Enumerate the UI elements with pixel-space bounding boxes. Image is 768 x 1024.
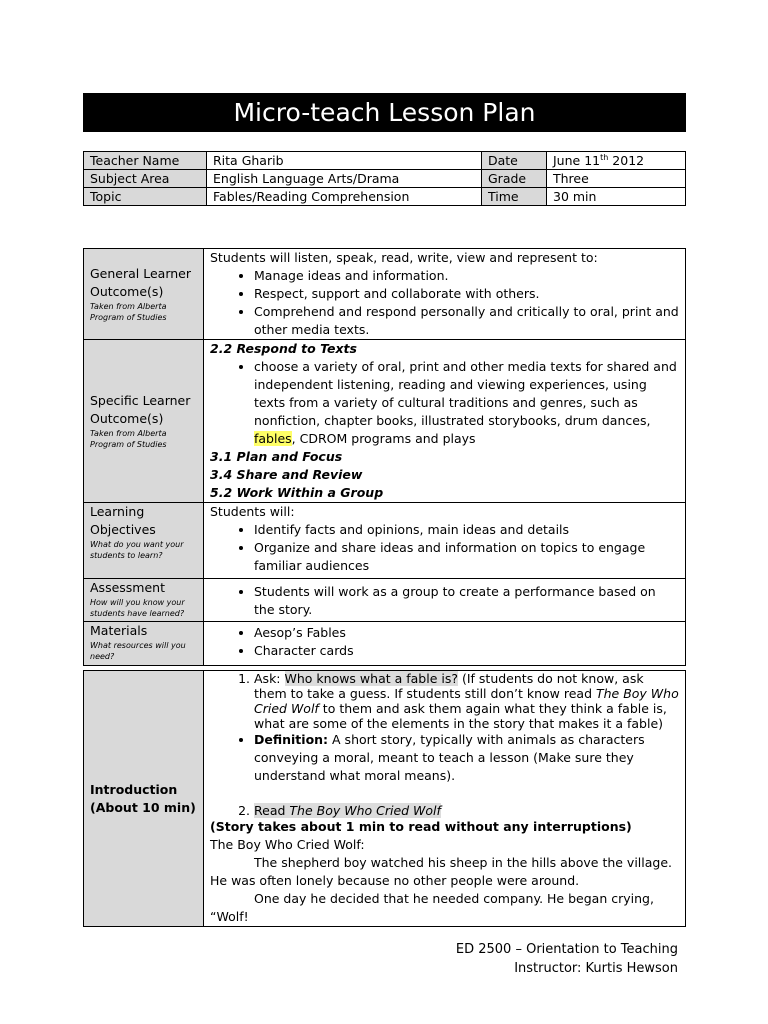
date-label: Date [482,152,547,170]
slo-item-text: choose a variety of oral, print and other media texts for shared and independent listening, reading and viewing experiences, using texts from a variety of cultural traditions and genres, such as nonfiction, chapter books, illustrated storybooks, drum dances, [254,359,677,428]
assessment-note: How will you know your students have learned? [90,598,185,618]
list-item: • Identify facts and opinions, main ideas and details [254,521,679,539]
list-item: • Organize and share ideas and information on topics to engage familiar audiences [254,539,679,575]
topic-label: Topic [84,188,207,206]
glo-label: General Learner Outcome(s) [90,266,192,299]
teacher-name-value: Rita Gharib [207,152,482,170]
story-title: The Boy Who Cried Wolf: [210,837,365,852]
step2-highlight [254,803,441,818]
step1-text: (If students do not know, ask them to take a guess. If students still don’t know read [254,671,644,701]
table-row [84,170,686,188]
slo-extra: 5.2 Work Within a Group [210,485,384,500]
slo-list [210,358,679,448]
date-year: 2012 [608,153,645,168]
step1-prefix: Ask: [254,671,285,686]
step2-prefix: Read [254,803,290,818]
slo-label: Specific Learner Outcome(s) [90,393,191,426]
objectives-intro: Students will: [210,504,295,519]
definition-label: Definition: [254,732,329,747]
slo-label-cell [84,340,204,503]
materials-note: What resources will you need? [90,641,186,661]
materials-label-cell [84,622,204,666]
subject-area-value: English Language Arts/Drama [207,170,482,188]
time-value: 30 min [547,188,686,206]
introduction-steps [210,671,679,731]
page-title: Micro-teach Lesson Plan [83,93,686,132]
slo-extra: 3.4 Share and Review [210,467,363,482]
objectives-note: What do you want your students to learn? [90,540,184,560]
list-item: • Character cards [254,642,679,660]
outcomes-table [83,248,686,666]
list-item: • Comprehend and respond personally and critically to oral, print and other media texts. [254,303,679,339]
date-superscript: th [600,152,609,162]
introduction-label-cell [84,671,204,927]
materials-label: Materials [90,623,148,638]
objectives-list [210,521,679,575]
table-row [84,503,686,579]
table-row [84,579,686,622]
assessment-label-cell [84,579,204,622]
footer [456,940,678,978]
table-row [84,152,686,170]
list-item [254,358,679,448]
slo-heading: 2.2 Respond to Texts [210,341,357,356]
footer-instructor: Instructor: Kurtis Hewson [514,961,678,976]
lesson-info-table [83,151,686,206]
footer-course: ED 2500 – Orientation to Teaching [455,942,678,957]
step2-story-title: The Boy Who Cried Wolf [289,803,441,818]
glo-intro: Students will listen, speak, read, write, view and represent to: [210,250,598,265]
table-row [84,671,686,927]
teacher-name-label: Teacher Name [84,152,207,170]
list-item [254,803,679,818]
list-item: • Respect, support and collaborate with others. [254,285,679,303]
introduction-table [83,670,686,927]
time-label: Time [482,188,547,206]
glo-list [210,267,679,339]
story-paragraph: One day he decided that he needed company. He began crying, “Wolf! [210,891,654,924]
introduction-content [204,671,686,927]
list-item: • Manage ideas and information. [254,267,679,285]
topic-value: Fables/Reading Comprehension [207,188,482,206]
table-row [84,188,686,206]
introduction-label: Introduction (About 10 min) [90,781,196,815]
grade-value: Three [547,170,686,188]
table-row [84,249,686,340]
date-value [547,152,686,170]
date-main: June 11 [553,153,601,168]
grade-label: Grade [482,170,547,188]
slo-item-text-end: , CDROM programs and plays [291,431,476,446]
story-time: (Story takes about 1 min to read without any interruptions) [210,819,632,834]
step1-text-end: to them and ask them again what they think a fable is, what are some of the elements in the story that makes it a fable) [254,701,667,731]
glo-note: Taken from Alberta Program of Studies [90,302,167,322]
materials-content [204,622,686,666]
slo-content [204,340,686,503]
story-paragraph: The shepherd boy watched his sheep in the hills above the village. He was often lonely because no other people were around. [210,855,673,888]
definition-text: A short story, typically with animals as characters conveying a moral, meant to teach a lesson (Make sure they understand what moral means). [254,732,645,783]
assessment-label: Assessment [90,580,165,595]
subject-area-label: Subject Area [84,170,207,188]
assessment-content [204,579,686,622]
glo-label-cell [84,249,204,340]
objectives-content [204,503,686,579]
table-row [84,622,686,666]
step1-question: Who knows what a fable is? [284,671,458,686]
list-item: • Aesop’s Fables [254,624,679,642]
list-item [254,671,679,731]
glo-content [204,249,686,340]
slo-item-highlight: fables [254,431,292,446]
slo-note: Taken from Alberta Program of Studies [90,429,167,449]
definition-list [210,731,679,785]
slo-extra: 3.1 Plan and Focus [210,449,343,464]
introduction-steps-2 [210,803,679,818]
materials-list [210,622,679,660]
objectives-label: Learning Objectives [90,504,156,537]
step1-story-title: The Boy Who Cried Wolf [254,686,679,716]
table-row [84,340,686,503]
assessment-list [210,579,679,619]
objectives-label-cell [84,503,204,579]
list-item [254,731,679,785]
list-item: • Students will work as a group to create a performance based on the story. [254,583,679,619]
